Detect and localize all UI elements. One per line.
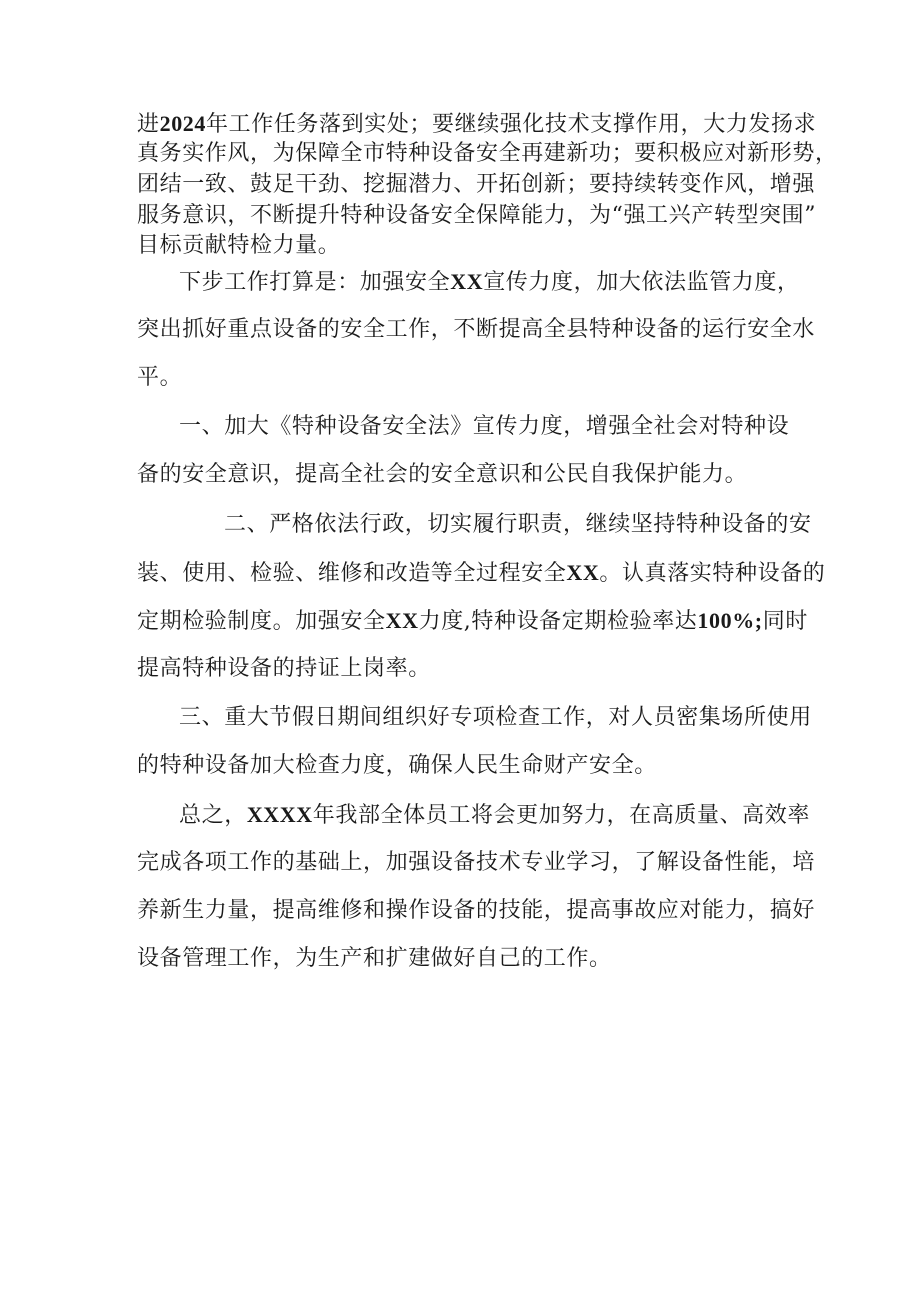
paragraph-1-line-1: 进2024年工作任务落到实处；要继续强化技术支撑作用，大力发扬求 <box>137 111 817 137</box>
paragraph-1-line-5: 目标贡献特检力量。 <box>137 233 341 258</box>
paragraph-6-line-2: 完成各项工作的基础上，加强设备技术专业学习，了解设备性能，培 <box>137 850 816 875</box>
paragraph-4-line-4: 提高特种设备的持证上岗率。 <box>137 656 431 681</box>
paragraph-1-line-4: 服务意识，不断提升特种设备安全保障能力，为“强工兴产转型突围” <box>137 203 817 228</box>
paragraph-2-line-1: 下步工作打算是：加强安全XX宣传力度，加大依法监管力度， <box>179 269 800 295</box>
paragraph-6-line-1: 总之，XXXX年我部全体员工将会更加努力，在高质量、高效率 <box>179 802 810 828</box>
paragraph-4-line-2: 装、使用、检验、维修和改造等全过程安全XX。认真落实特种设备的 <box>137 560 826 586</box>
paragraph-2-line-3: 平。 <box>137 365 183 390</box>
paragraph-5-line-1: 三、重大节假日期间组织好专项检查工作，对人员密集场所使用 <box>179 705 812 730</box>
paragraph-1-line-2: 真务实作风，为保障全市特种设备安全再建新功；要积极应对新形势， <box>137 141 838 166</box>
paragraph-5-line-2: 的特种设备加大检查力度，确保人民生命财产安全。 <box>137 753 657 778</box>
paragraph-6-line-3: 养新生力量，提高维修和操作设备的技能，提高事故应对能力，搞好 <box>137 898 816 923</box>
paragraph-1-line-3: 团结一致、鼓足干劲、挖掘潜力、开拓创新；要持续转变作风，增强 <box>137 172 816 197</box>
paragraph-4-line-3: 定期检验制度。加强安全XX力度,特种设备定期检验率达100%;同时 <box>137 608 808 634</box>
paragraph-3-line-1: 一、加大《特种设备安全法》宣传力度，增强全社会对特种设 <box>179 414 790 439</box>
paragraph-2-line-2: 突出抓好重点设备的安全工作，不断提高全县特种设备的运行安全水 <box>137 317 816 342</box>
paragraph-4-line-1: 二、严格依法行政，切实履行职责，继续坚持特种设备的安 <box>224 512 812 537</box>
paragraph-3-line-2: 备的安全意识，提高全社会的安全意识和公民自我保护能力。 <box>137 462 748 487</box>
paragraph-6-line-4: 设备管理工作，为生产和扩建做好自己的工作。 <box>137 946 612 971</box>
